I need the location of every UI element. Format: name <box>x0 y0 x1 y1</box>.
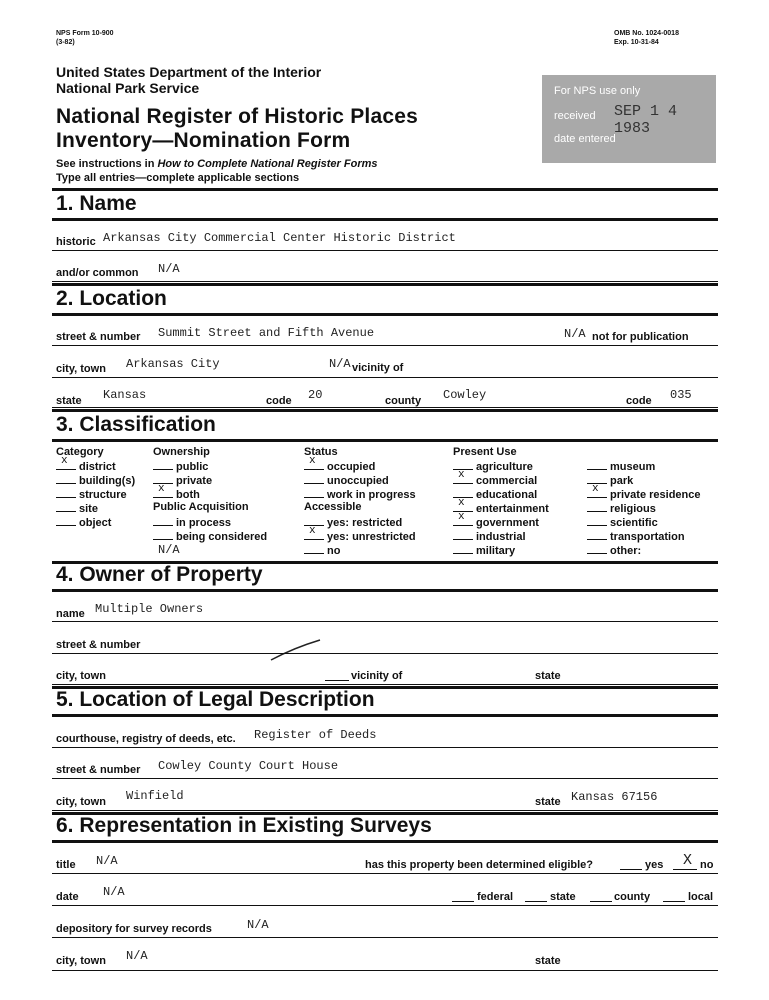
checkbox-mark: x <box>458 469 465 481</box>
nps-use-only-box <box>542 75 716 163</box>
ownership-heading: Ownership <box>153 446 210 458</box>
nps-use-only-label: For NPS use only <box>554 85 641 97</box>
county-code-label: code <box>626 395 652 407</box>
survey-title-field[interactable]: N/A <box>96 854 118 868</box>
checkbox-blank[interactable] <box>153 515 173 526</box>
checkbox-blank[interactable] <box>453 511 473 526</box>
survey-date-field[interactable]: N/A <box>103 885 125 899</box>
legal-city-label: city, town <box>56 796 106 808</box>
checkbox-option[interactable] <box>56 473 135 487</box>
federal-blank[interactable] <box>452 901 474 902</box>
checkbox-blank[interactable] <box>587 459 607 470</box>
historic-name-field[interactable]: Arkansas City Commercial Center Historic District <box>103 231 456 245</box>
department-name: United States Department of the Interior <box>56 64 322 80</box>
legal-city-field[interactable]: Winfield <box>126 789 184 803</box>
field-line <box>52 250 718 251</box>
checkbox-option[interactable] <box>304 487 416 501</box>
service-name: National Park Service <box>56 80 200 96</box>
checkbox-blank[interactable] <box>56 487 76 498</box>
survey-title-label: title <box>56 859 76 871</box>
checkbox-option[interactable] <box>56 455 116 473</box>
checkbox-option[interactable] <box>453 487 537 501</box>
checkbox-label: no <box>327 545 341 557</box>
checkbox-label: private <box>176 475 213 487</box>
checkbox-blank[interactable] <box>56 473 76 484</box>
checkbox-label: unoccupied <box>327 475 389 487</box>
present-use-heading: Present Use <box>453 446 517 458</box>
checkbox-label: district <box>79 461 116 473</box>
checkbox-label: being considered <box>176 531 268 543</box>
section-divider <box>52 283 718 286</box>
checkbox-option[interactable] <box>453 529 526 543</box>
form-title-line2: Inventory—Nomination Form <box>56 129 351 152</box>
depository-label: depository for survey records <box>56 923 212 935</box>
checkbox-blank[interactable] <box>304 487 324 498</box>
eligible-question: has this property been determined eligible? <box>365 859 593 871</box>
date-entered-label: date entered <box>554 133 616 145</box>
field-line <box>52 345 718 346</box>
checkbox-label: military <box>476 545 516 557</box>
section-3-heading: 3. Classification <box>56 413 216 436</box>
category-heading: Category <box>56 446 104 458</box>
checkbox-option[interactable] <box>56 501 98 515</box>
checkbox-blank[interactable] <box>56 501 76 512</box>
checkbox-blank[interactable] <box>453 529 473 540</box>
federal-label: federal <box>477 891 514 903</box>
checkbox-option[interactable] <box>304 515 402 529</box>
city-field[interactable]: Arkansas City <box>126 357 220 371</box>
accessible-heading: Accessible <box>304 501 362 513</box>
state-code-field[interactable]: 20 <box>308 388 323 402</box>
received-stamp: SEP 1 4 1983 <box>614 103 678 137</box>
checkbox-blank[interactable] <box>587 543 607 554</box>
checkbox-label: structure <box>79 489 127 501</box>
checkbox-mark: x <box>309 455 316 467</box>
local-blank[interactable] <box>663 901 685 902</box>
eligible-no-label: no <box>700 859 714 871</box>
field-line <box>52 810 718 811</box>
checkbox-mark: x <box>158 483 165 495</box>
checkbox-option[interactable] <box>153 483 200 501</box>
public-acquisition-na: N/A <box>158 543 180 557</box>
courthouse-field[interactable]: Register of Deeds <box>254 728 377 742</box>
checkbox-label: occupied <box>327 461 376 473</box>
checkbox-blank[interactable] <box>453 543 473 554</box>
checkbox-blank[interactable] <box>453 469 473 484</box>
field-line <box>52 281 718 282</box>
field-line <box>52 778 718 779</box>
checkbox-label: educational <box>476 489 538 501</box>
checkbox-mark: x <box>309 525 316 537</box>
eligible-yes-label: yes <box>645 859 664 871</box>
checkbox-blank[interactable] <box>304 455 324 470</box>
field-line <box>52 970 718 971</box>
state-code-label: code <box>266 395 292 407</box>
section-2-heading: 2. Location <box>56 287 167 310</box>
checkbox-blank[interactable] <box>587 501 607 512</box>
checkbox-label: commercial <box>476 475 538 487</box>
section-divider <box>52 313 718 316</box>
vicinity-label: vicinity of <box>352 362 404 374</box>
checkbox-blank[interactable] <box>153 459 173 470</box>
vicinity-mark[interactable]: N/A <box>329 357 351 371</box>
field-line <box>52 937 718 938</box>
checkbox-label: work in progress <box>327 489 416 501</box>
checkbox-option[interactable] <box>587 529 685 543</box>
checkbox-label: both <box>176 489 200 501</box>
checkbox-label: agriculture <box>476 461 533 473</box>
section-divider <box>52 218 718 221</box>
section-5-heading: 5. Location of Legal Description <box>56 688 375 711</box>
checkbox-option[interactable] <box>453 511 539 529</box>
checkbox-blank[interactable] <box>587 515 607 526</box>
legal-state-label: state <box>535 796 561 808</box>
common-name-label: and/or common <box>56 267 139 279</box>
received-label: received <box>554 110 596 122</box>
checkbox-blank[interactable] <box>304 525 324 540</box>
checkbox-option[interactable] <box>587 483 701 501</box>
state-field[interactable]: Kansas <box>103 388 147 402</box>
checkbox-blank[interactable] <box>587 483 607 498</box>
checkbox-label: public <box>176 461 209 473</box>
checkbox-mark: x <box>458 497 465 509</box>
omb-number: OMB No. 1024-0018 <box>614 30 679 37</box>
checkbox-blank[interactable] <box>153 483 173 498</box>
instructions-line2: Type all entries—complete applicable sections <box>56 172 300 184</box>
section-divider <box>52 188 718 191</box>
depository-field[interactable]: N/A <box>247 918 269 932</box>
checkbox-mark: x <box>61 455 68 467</box>
checkbox-option[interactable] <box>453 469 538 487</box>
checkbox-option[interactable] <box>587 515 658 529</box>
eligible-yes-blank[interactable] <box>620 869 642 870</box>
checkbox-label: site <box>79 503 98 515</box>
checkbox-blank[interactable] <box>56 515 76 526</box>
checkbox-option[interactable] <box>304 543 340 557</box>
handwritten-dash <box>268 636 324 664</box>
checkbox-option[interactable] <box>587 543 641 557</box>
checkbox-option[interactable] <box>153 459 208 473</box>
eligible-no-mark: X <box>683 852 693 869</box>
county-blank[interactable] <box>590 901 612 902</box>
checkbox-label: park <box>610 475 634 487</box>
eligible-no-blank[interactable] <box>673 869 697 870</box>
checkbox-option[interactable] <box>304 473 389 487</box>
checkbox-label: scientific <box>610 517 658 529</box>
owner-name-label: name <box>56 608 85 620</box>
legal-street-label: street & number <box>56 764 141 776</box>
checkbox-option[interactable] <box>153 529 267 543</box>
historic-label: historic <box>56 236 96 248</box>
city-label: city, town <box>56 363 106 375</box>
checkbox-label: private residence <box>610 489 701 501</box>
checkbox-label: museum <box>610 461 656 473</box>
field-line <box>52 621 718 622</box>
public-acquisition-heading: Public Acquisition <box>153 501 249 513</box>
field-line <box>52 377 718 378</box>
county-field[interactable]: Cowley <box>443 388 487 402</box>
checkbox-label: transportation <box>610 531 685 543</box>
checkbox-label: building(s) <box>79 475 136 487</box>
checkbox-option[interactable] <box>587 459 655 473</box>
checkbox-label: government <box>476 517 539 529</box>
checkbox-blank[interactable] <box>304 473 324 484</box>
form-title-line1: National Register of Historic Places <box>56 105 418 128</box>
field-line <box>52 407 718 408</box>
survey-date-label: date <box>56 891 79 903</box>
section-1-heading: 1. Name <box>56 192 137 215</box>
field-line <box>52 905 718 906</box>
state-option-label: state <box>550 891 576 903</box>
form-number: NPS Form 10-900 <box>56 30 114 37</box>
local-option-label: local <box>688 891 714 903</box>
checkbox-label: yes: unrestricted <box>327 531 416 543</box>
owner-street-label: street & number <box>56 639 141 651</box>
state-label: state <box>56 395 82 407</box>
courthouse-label: courthouse, registry of deeds, etc. <box>56 733 236 745</box>
survey-city-label: city, town <box>56 955 106 967</box>
section-divider <box>52 589 718 592</box>
checkbox-label: industrial <box>476 531 526 543</box>
checkbox-blank[interactable] <box>304 543 324 554</box>
checkbox-label: entertainment <box>476 503 549 515</box>
legal-state-field[interactable]: Kansas 67156 <box>571 790 658 804</box>
checkbox-label: other: <box>610 545 642 557</box>
owner-name-field[interactable]: Multiple Owners <box>95 602 204 616</box>
section-divider <box>52 439 718 442</box>
section-divider <box>52 714 718 717</box>
checkbox-option[interactable] <box>453 497 549 515</box>
owner-state-label: state <box>535 670 561 682</box>
field-line <box>52 747 718 748</box>
vicinity-blank[interactable] <box>325 680 349 681</box>
checkbox-option[interactable] <box>56 487 127 501</box>
status-heading: Status <box>304 446 338 458</box>
checkbox-option[interactable] <box>153 515 231 529</box>
checkbox-blank[interactable] <box>56 455 76 470</box>
county-option-label: county <box>614 891 651 903</box>
instructions: See instructions in How to Complete National Register Forms <box>56 158 378 170</box>
county-label: county <box>385 395 422 407</box>
expiration: Exp. 10-31-84 <box>614 39 659 46</box>
not-for-publication-label: not for publication <box>592 331 689 343</box>
section-4-heading: 4. Owner of Property <box>56 563 263 586</box>
checkbox-option[interactable] <box>56 515 111 529</box>
checkbox-option[interactable] <box>304 525 416 543</box>
checkbox-label: object <box>79 517 112 529</box>
checkbox-blank[interactable] <box>153 529 173 540</box>
street-label: street & number <box>56 331 141 343</box>
section-6-heading: 6. Representation in Existing Surveys <box>56 814 432 837</box>
form-date: (3-82) <box>56 39 75 46</box>
not-for-publication-mark[interactable]: N/A <box>564 327 586 341</box>
street-field[interactable]: Summit Street and Fifth Avenue <box>158 326 375 340</box>
checkbox-mark: x <box>592 483 599 495</box>
legal-street-field[interactable]: Cowley County Court House <box>158 759 339 773</box>
survey-city-field[interactable]: N/A <box>126 949 148 963</box>
field-line <box>52 684 718 685</box>
field-line <box>52 653 718 654</box>
section-divider <box>52 409 718 412</box>
checkbox-blank[interactable] <box>587 529 607 540</box>
checkbox-label: in process <box>176 517 232 529</box>
county-code-field[interactable]: 035 <box>670 388 692 402</box>
checkbox-option[interactable] <box>587 501 656 515</box>
checkbox-option[interactable] <box>304 455 376 473</box>
owner-city-label: city, town <box>56 670 106 682</box>
checkbox-option[interactable] <box>453 543 515 557</box>
common-name-field[interactable]: N/A <box>158 262 180 276</box>
survey-state-label: state <box>535 955 561 967</box>
checkbox-label: religious <box>610 503 656 515</box>
checkbox-label: yes: restricted <box>327 517 403 529</box>
owner-vicinity-label: vicinity of <box>351 670 403 682</box>
checkbox-mark: x <box>458 511 465 523</box>
field-line <box>52 873 718 874</box>
section-divider <box>52 840 718 843</box>
state-blank[interactable] <box>525 901 547 902</box>
